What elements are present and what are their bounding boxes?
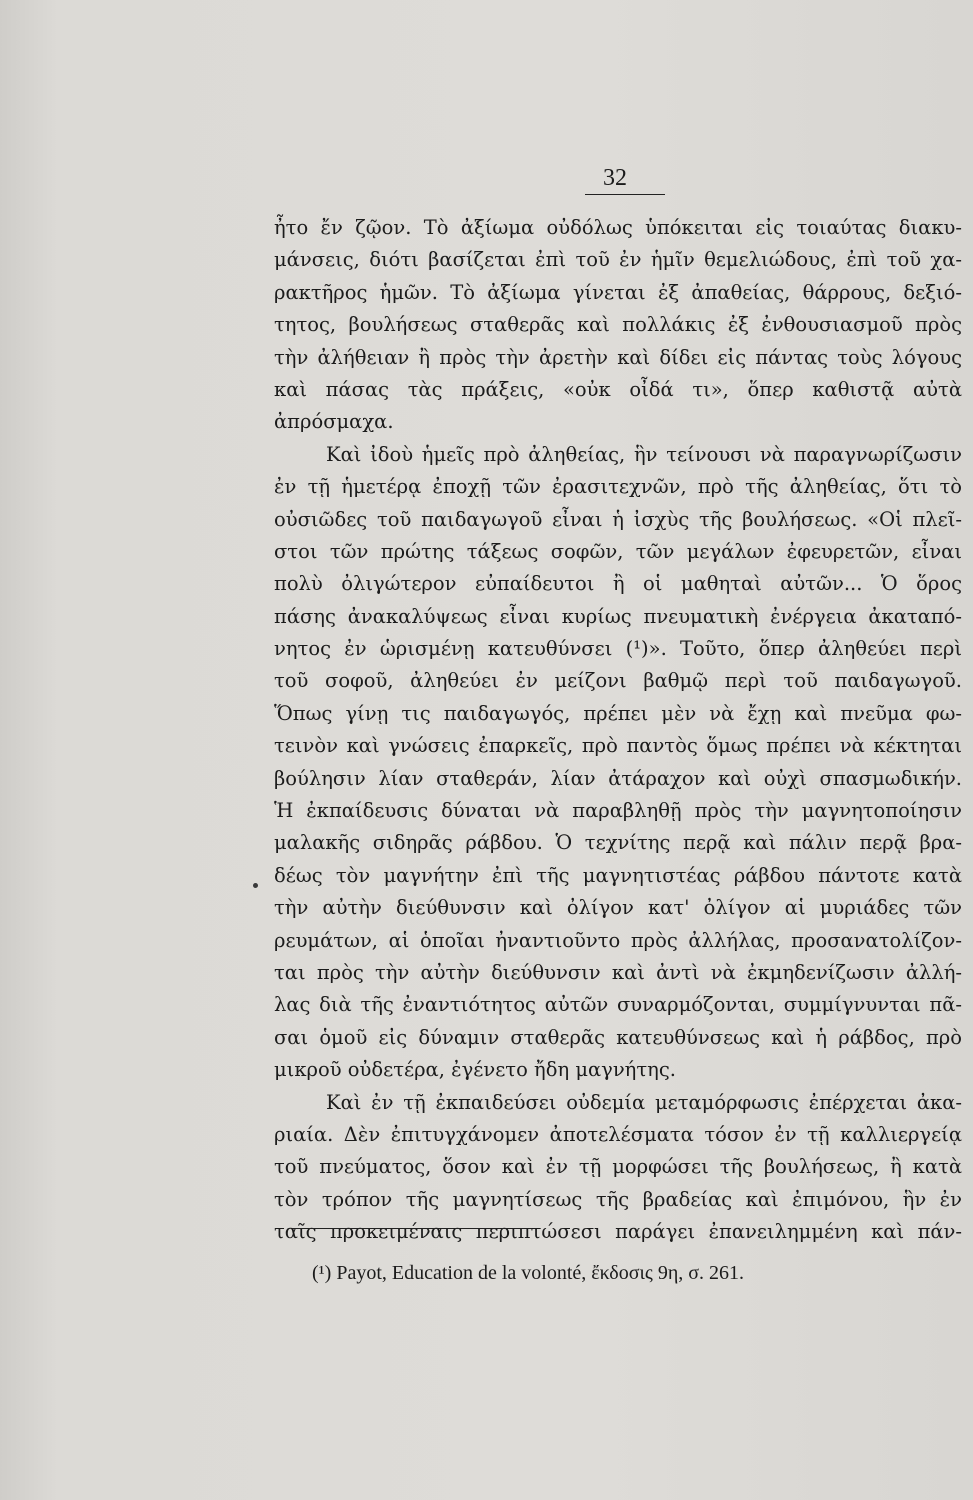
page-number: 32 — [585, 165, 665, 195]
text-line: λας διὰ τῆς ἐναντιότητος αὐτῶν συναρμόζονται, συμμίγνυνται πᾶ- — [274, 993, 962, 1017]
text-line: πολὺ ὀλιγώτερον εὐπαίδευτοι ἢ οἱ μαθηταὶ αὐτῶν... Ὁ ὅρος — [274, 572, 962, 596]
text-line: ριαία. Δὲν ἐπιτυγχάνομεν ἀποτελέσματα τόσον ἐν τῇ καλλιεργείᾳ — [274, 1122, 962, 1146]
body-text — [274, 212, 962, 1249]
text-line: βούλησιν λίαν σταθεράν, λίαν ἀτάραχον καὶ οὐχὶ σπασμωδικήν. — [274, 766, 962, 790]
footnote — [312, 1262, 744, 1285]
text-line: μαλακῆς σιδηρᾶς ράβδου. Ὁ τεχνίτης περᾷ καὶ πάλιν περᾷ βρα- — [274, 831, 962, 855]
text-line: τὸν τρόπον τῆς μαγνητίσεως τῆς βραδείας καὶ ἐπιμόνου, ἣν ἐν — [274, 1187, 962, 1211]
text-line: ταῖς προκειμέναις περιπτώσεσι παράγει ἐπανειλημμένη καὶ πάν- — [274, 1220, 962, 1244]
footnote-text: Payot, Education de la volonté, ἔκδοσις 9η, σ. 261. — [336, 1262, 745, 1284]
text-line: μικροῦ οὐδετέρα, ἐγένετο ἤδη μαγνήτης. — [274, 1058, 676, 1082]
print-speck — [253, 883, 258, 888]
text-line: Ἡ ἐκπαίδευσις δύναται νὰ παραβληθῇ πρὸς τὴν μαγνητοποίησιν — [274, 799, 962, 823]
text-line: τὴν ἀλήθειαν ἢ πρὸς τὴν ἀρετὴν καὶ δίδει εἰς πάντας τοὺς λόγους — [274, 345, 962, 369]
text-line: σαι ὁμοῦ εἰς δύναμιν σταθερᾶς κατευθύνσεως καὶ ἡ ράβδος, πρὸ — [274, 1025, 962, 1049]
text-line: ρευμάτων, αἱ ὁποῖαι ἠναντιοῦντο πρὸς ἀλλήλας, προσανατολίζον- — [274, 928, 962, 952]
text-line: Ὅπως γίνῃ τις παιδαγωγός, πρέπει μὲν νὰ ἔχῃ καὶ πνεῦμα φω- — [274, 701, 962, 725]
text-line: τὴν αὐτὴν διεύθυνσιν καὶ ὀλίγον κατ' ὀλίγον αἱ μυριάδες τῶν — [274, 896, 962, 920]
text-line: καὶ πάσας τὰς πράξεις, «οὐκ οἶδά τι», ὅπερ καθιστᾷ αὐτὰ — [274, 377, 962, 401]
text-line: μάνσεις, διότι βασίζεται ἐπὶ τοῦ ἐν ἡμῖν θεμελιώδους, ἐπὶ τοῦ χα- — [274, 248, 962, 272]
text-line: ἦτο ἔν ζῷον. Τὸ ἀξίωμα οὐδόλως ὑπόκειται εἰς τοιαύτας διακυ- — [274, 216, 962, 239]
text-line: ἀπρόσμαχα. — [274, 410, 394, 434]
footnote-marker: (¹) — [312, 1262, 332, 1284]
text-line: τοῦ σοφοῦ, ἀληθεύει ἐν μείζονι βαθμῷ περὶ τοῦ παιδαγωγοῦ. — [274, 669, 962, 693]
text-line: ἐν τῇ ἡμετέρᾳ ἐποχῇ τῶν ἐρασιτεχνῶν, πρὸ τῆς ἀληθείας, ὅτι τὸ — [274, 475, 962, 499]
text-line: νητος ἐν ὡρισμένῃ κατευθύνσει (¹)». Τοῦτο, ὅπερ ἀληθεύει περὶ — [274, 637, 962, 661]
footnote-divider — [292, 1228, 532, 1229]
text-line: τητος, βουλήσεως σταθερᾶς καὶ πολλάκις ἐξ ἐνθουσιασμοῦ πρὸς — [274, 313, 962, 337]
text-line: τεινὸν καὶ γνώσεις ἐπαρκεῖς, πρὸ παντὸς ὅμως πρέπει νὰ κέκτηται — [274, 734, 962, 758]
text-line: ται πρὸς τὴν αὐτὴν διεύθυνσιν καὶ ἀντὶ νὰ ἐκμηδενίζωσιν ἀλλή- — [274, 960, 962, 984]
text-line: τοῦ πνεύματος, ὅσον καὶ ἐν τῇ μορφώσει τῆς βουλήσεως, ἢ κατὰ — [274, 1155, 962, 1179]
text-line: ρακτῆρος ἡμῶν. Τὸ ἀξίωμα γίνεται ἐξ ἀπαθείας, θάρρους, δεξιό- — [274, 280, 962, 304]
text-line: δέως τὸν μαγνήτην ἐπὶ τῆς μαγνητιστέας ράβδου πάντοτε κατὰ — [274, 863, 962, 887]
text-line: Καὶ ἐν τῇ ἐκπαιδεύσει οὐδεμία μεταμόρφωσις ἐπέρχεται ἀκα- — [326, 1090, 962, 1114]
text-line: πάσης ἀνακαλύψεως εἶναι κυρίως πνευματικὴ ἐνέργεια ἀκαταπό- — [274, 604, 962, 628]
text-line: στοι τῶν πρώτης τάξεως σοφῶν, τῶν μεγάλων ἐφευρετῶν, εἶναι — [274, 539, 962, 563]
text-line: οὐσιῶδες τοῦ παιδαγωγοῦ εἶναι ἡ ἰσχὺς τῆς βουλήσεως. «Οἱ πλεῖ- — [274, 507, 962, 531]
text-line: Καὶ ἰδοὺ ἡμεῖς πρὸ ἀληθείας, ἣν τείνουσι νὰ παραγνωρίζωσιν — [326, 442, 962, 466]
